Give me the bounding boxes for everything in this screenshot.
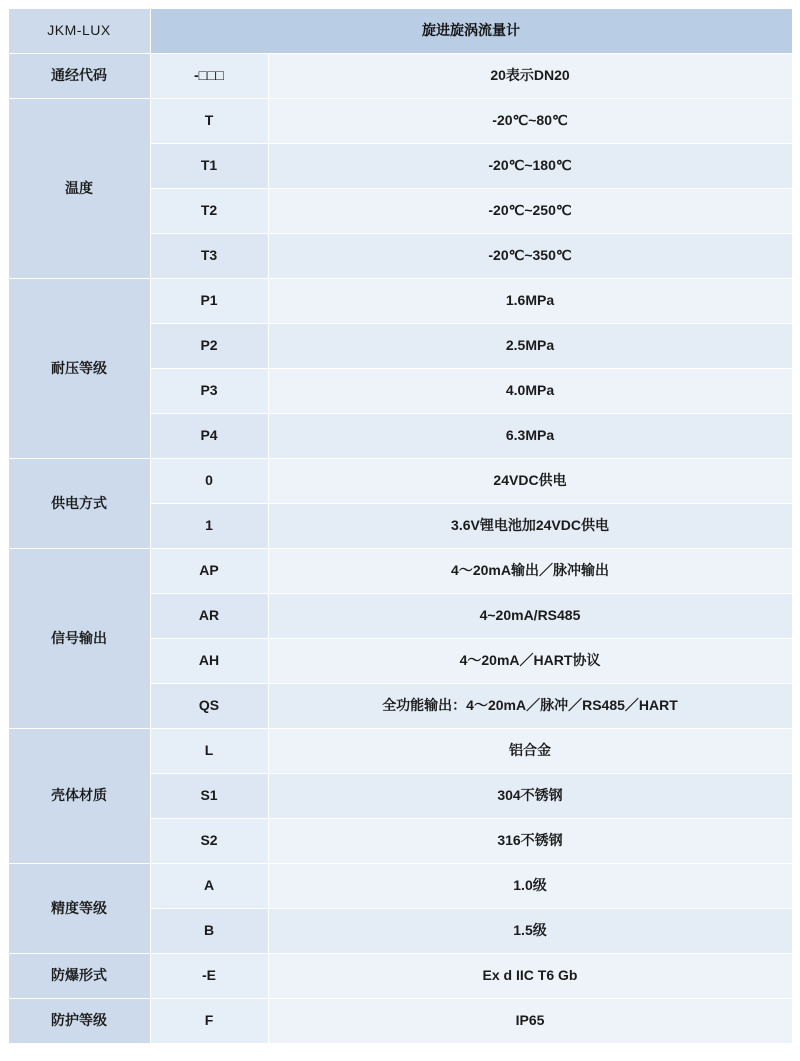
option-description-cell: 24VDC供电 (268, 459, 792, 504)
option-code-cell: -□□□ (150, 54, 268, 99)
table-row (8, 954, 792, 999)
row-group-label: 防爆形式 (8, 954, 150, 999)
table-row (8, 999, 792, 1044)
option-description-cell: -20℃~180℃ (268, 144, 792, 189)
option-code-cell: AP (150, 549, 268, 594)
option-description-cell: 2.5MPa (268, 324, 792, 369)
option-code-cell: T2 (150, 189, 268, 234)
row-group-label: 防护等级 (8, 999, 150, 1044)
option-code-cell: T (150, 99, 268, 144)
option-description-cell: 20表示DN20 (268, 54, 792, 99)
row-group-label: 壳体材质 (8, 729, 150, 864)
option-code-cell: F (150, 999, 268, 1044)
option-description-cell: 6.3MPa (268, 414, 792, 459)
option-code-cell: L (150, 729, 268, 774)
table-header-row (8, 9, 792, 54)
table-row (8, 99, 792, 144)
option-code-cell: -E (150, 954, 268, 999)
option-code-cell: P1 (150, 279, 268, 324)
option-description-cell: 4～20mA输出／脉冲输出 (268, 549, 792, 594)
row-group-label: 温度 (8, 99, 150, 279)
option-code-cell: AH (150, 639, 268, 684)
option-code-cell: A (150, 864, 268, 909)
option-description-cell: 1.0级 (268, 864, 792, 909)
option-code-cell: AR (150, 594, 268, 639)
option-description-cell: 3.6V锂电池加24VDC供电 (268, 504, 792, 549)
option-description-cell: 4～20mA／HART协议 (268, 639, 792, 684)
option-description-cell: 1.5级 (268, 909, 792, 954)
row-group-label: 精度等级 (8, 864, 150, 954)
option-description-cell: -20℃~250℃ (268, 189, 792, 234)
option-code-cell: P3 (150, 369, 268, 414)
product-title-cell: 旋进旋涡流量计 (150, 9, 792, 54)
option-description-cell: Ex d IIC T6 Gb (268, 954, 792, 999)
option-description-cell: 4.0MPa (268, 369, 792, 414)
row-group-label: 信号输出 (8, 549, 150, 729)
option-code-cell: P2 (150, 324, 268, 369)
option-description-cell: 4~20mA/RS485 (268, 594, 792, 639)
option-code-cell: B (150, 909, 268, 954)
option-description-cell: -20℃~80℃ (268, 99, 792, 144)
table-row (8, 549, 792, 594)
table-row (8, 459, 792, 504)
row-group-label: 通经代码 (8, 54, 150, 99)
option-code-cell: 1 (150, 504, 268, 549)
option-code-cell: T3 (150, 234, 268, 279)
row-group-label: 供电方式 (8, 459, 150, 549)
option-description-cell: 304不锈钢 (268, 774, 792, 819)
option-description-cell: 全功能输出：4～20mA／脉冲／RS485／HART (268, 684, 792, 729)
option-code-cell: 0 (150, 459, 268, 504)
option-code-cell: QS (150, 684, 268, 729)
option-code-cell: S2 (150, 819, 268, 864)
option-description-cell: 316不锈钢 (268, 819, 792, 864)
option-code-cell: T1 (150, 144, 268, 189)
table-row (8, 864, 792, 909)
option-description-cell: -20℃~350℃ (268, 234, 792, 279)
option-description-cell: IP65 (268, 999, 792, 1044)
option-description-cell: 1.6MPa (268, 279, 792, 324)
row-group-label: 耐压等级 (8, 279, 150, 459)
option-code-cell: P4 (150, 414, 268, 459)
table-body (8, 9, 792, 1044)
model-name-cell: JKM-LUX (8, 9, 150, 54)
option-code-cell: S1 (150, 774, 268, 819)
table-row (8, 279, 792, 324)
specification-table (8, 8, 793, 1044)
table-row (8, 729, 792, 774)
table-row (8, 54, 792, 99)
option-description-cell: 铝合金 (268, 729, 792, 774)
